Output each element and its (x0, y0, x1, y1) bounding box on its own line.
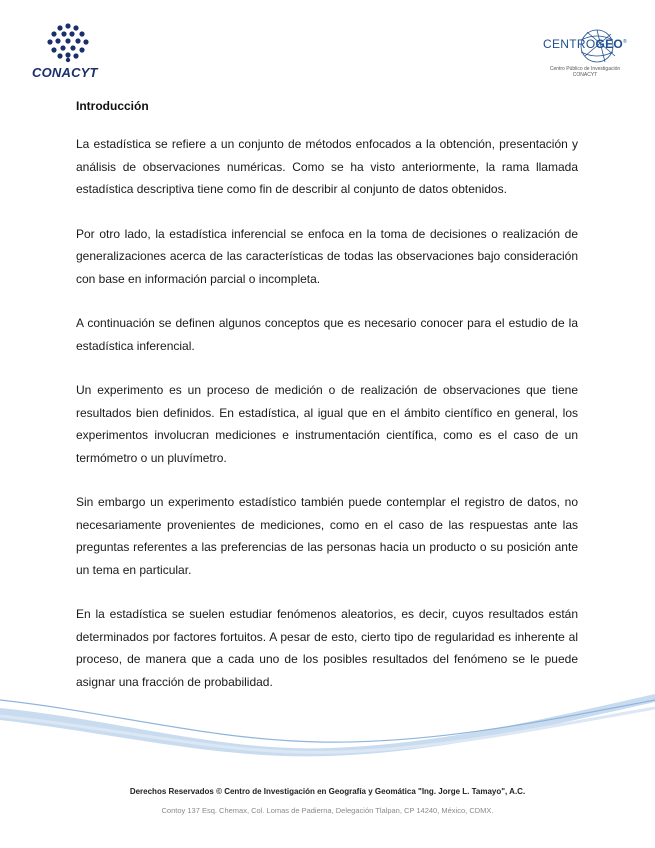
decorative-wave (0, 690, 655, 770)
paragraph-4: Un experimento es un proceso de medición o de realización de observaciones que tiene resultados bien definidos. En estadística, al igual que en el ámbito científico en general, los experimentos involucran mediciones e instrumentación científica, como es el caso de un termómetro o un pluvímetro. (76, 383, 578, 465)
paragraph-3: A continuación se definen algunos conceptos que es necesario conocer para el estudio de la estadística inferencial. (76, 316, 578, 353)
footer-rights: Derechos Reservados © Centro de Investigación en Geografía y Geomática "Ing. Jorge L. Tamayo", A.C. (129, 787, 526, 796)
centrogeo-logo (535, 26, 635, 86)
document-body (76, 99, 578, 715)
centrogeo-brand: CENTROGEO® (543, 37, 628, 51)
conacyt-logo (32, 22, 112, 82)
footer-address: Contoy 137 Esq. Chemax, Col. Lomas de Padierna, Delegación Tlalpan, CP 14240, México, CDMX. (161, 806, 494, 815)
section-heading: Introducción (76, 99, 149, 113)
conacyt-dots-icon (44, 22, 92, 64)
centrogeo-subtitle: Centro Público de Investigación CONACYT (549, 66, 621, 78)
conacyt-wordmark: CONACYT (32, 65, 98, 80)
paragraph-2: Por otro lado, la estadística inferencial se enfoca en la toma de decisiones o realización de generalizaciones acerca de las características de todas las observaciones bajo consideración con base en información parcial o incompleta. (76, 226, 578, 286)
paragraph-5: Sin embargo un experimento estadístico también puede contemplar el registro de datos, no necesariamente provenientes de mediciones, como en el caso de las respuestas ante las preguntas referentes a las preferencias de las personas hacia un producto o su posición ante un tema en particular. (76, 495, 578, 577)
paragraph-6: En la estadística se suelen estudiar fenómenos aleatorios, es decir, cuyos resultados están determinados por factores fortuitos. A pesar de esto, cierto tipo de regularidad es inherente al proceso, de manera que a cada uno de los posibles resultados del fenómeno se le puede asignar una fracción de probabilidad. (76, 607, 578, 689)
paragraph-1: La estadística se refiere a un conjunto de métodos enfocados a la obtención, presentación y análisis de observaciones numéricas. Como se ha visto anteriormente, la rama llamada estadística descriptiva tiene como fin de describir al conjunto de datos obtenidos. (76, 137, 578, 196)
